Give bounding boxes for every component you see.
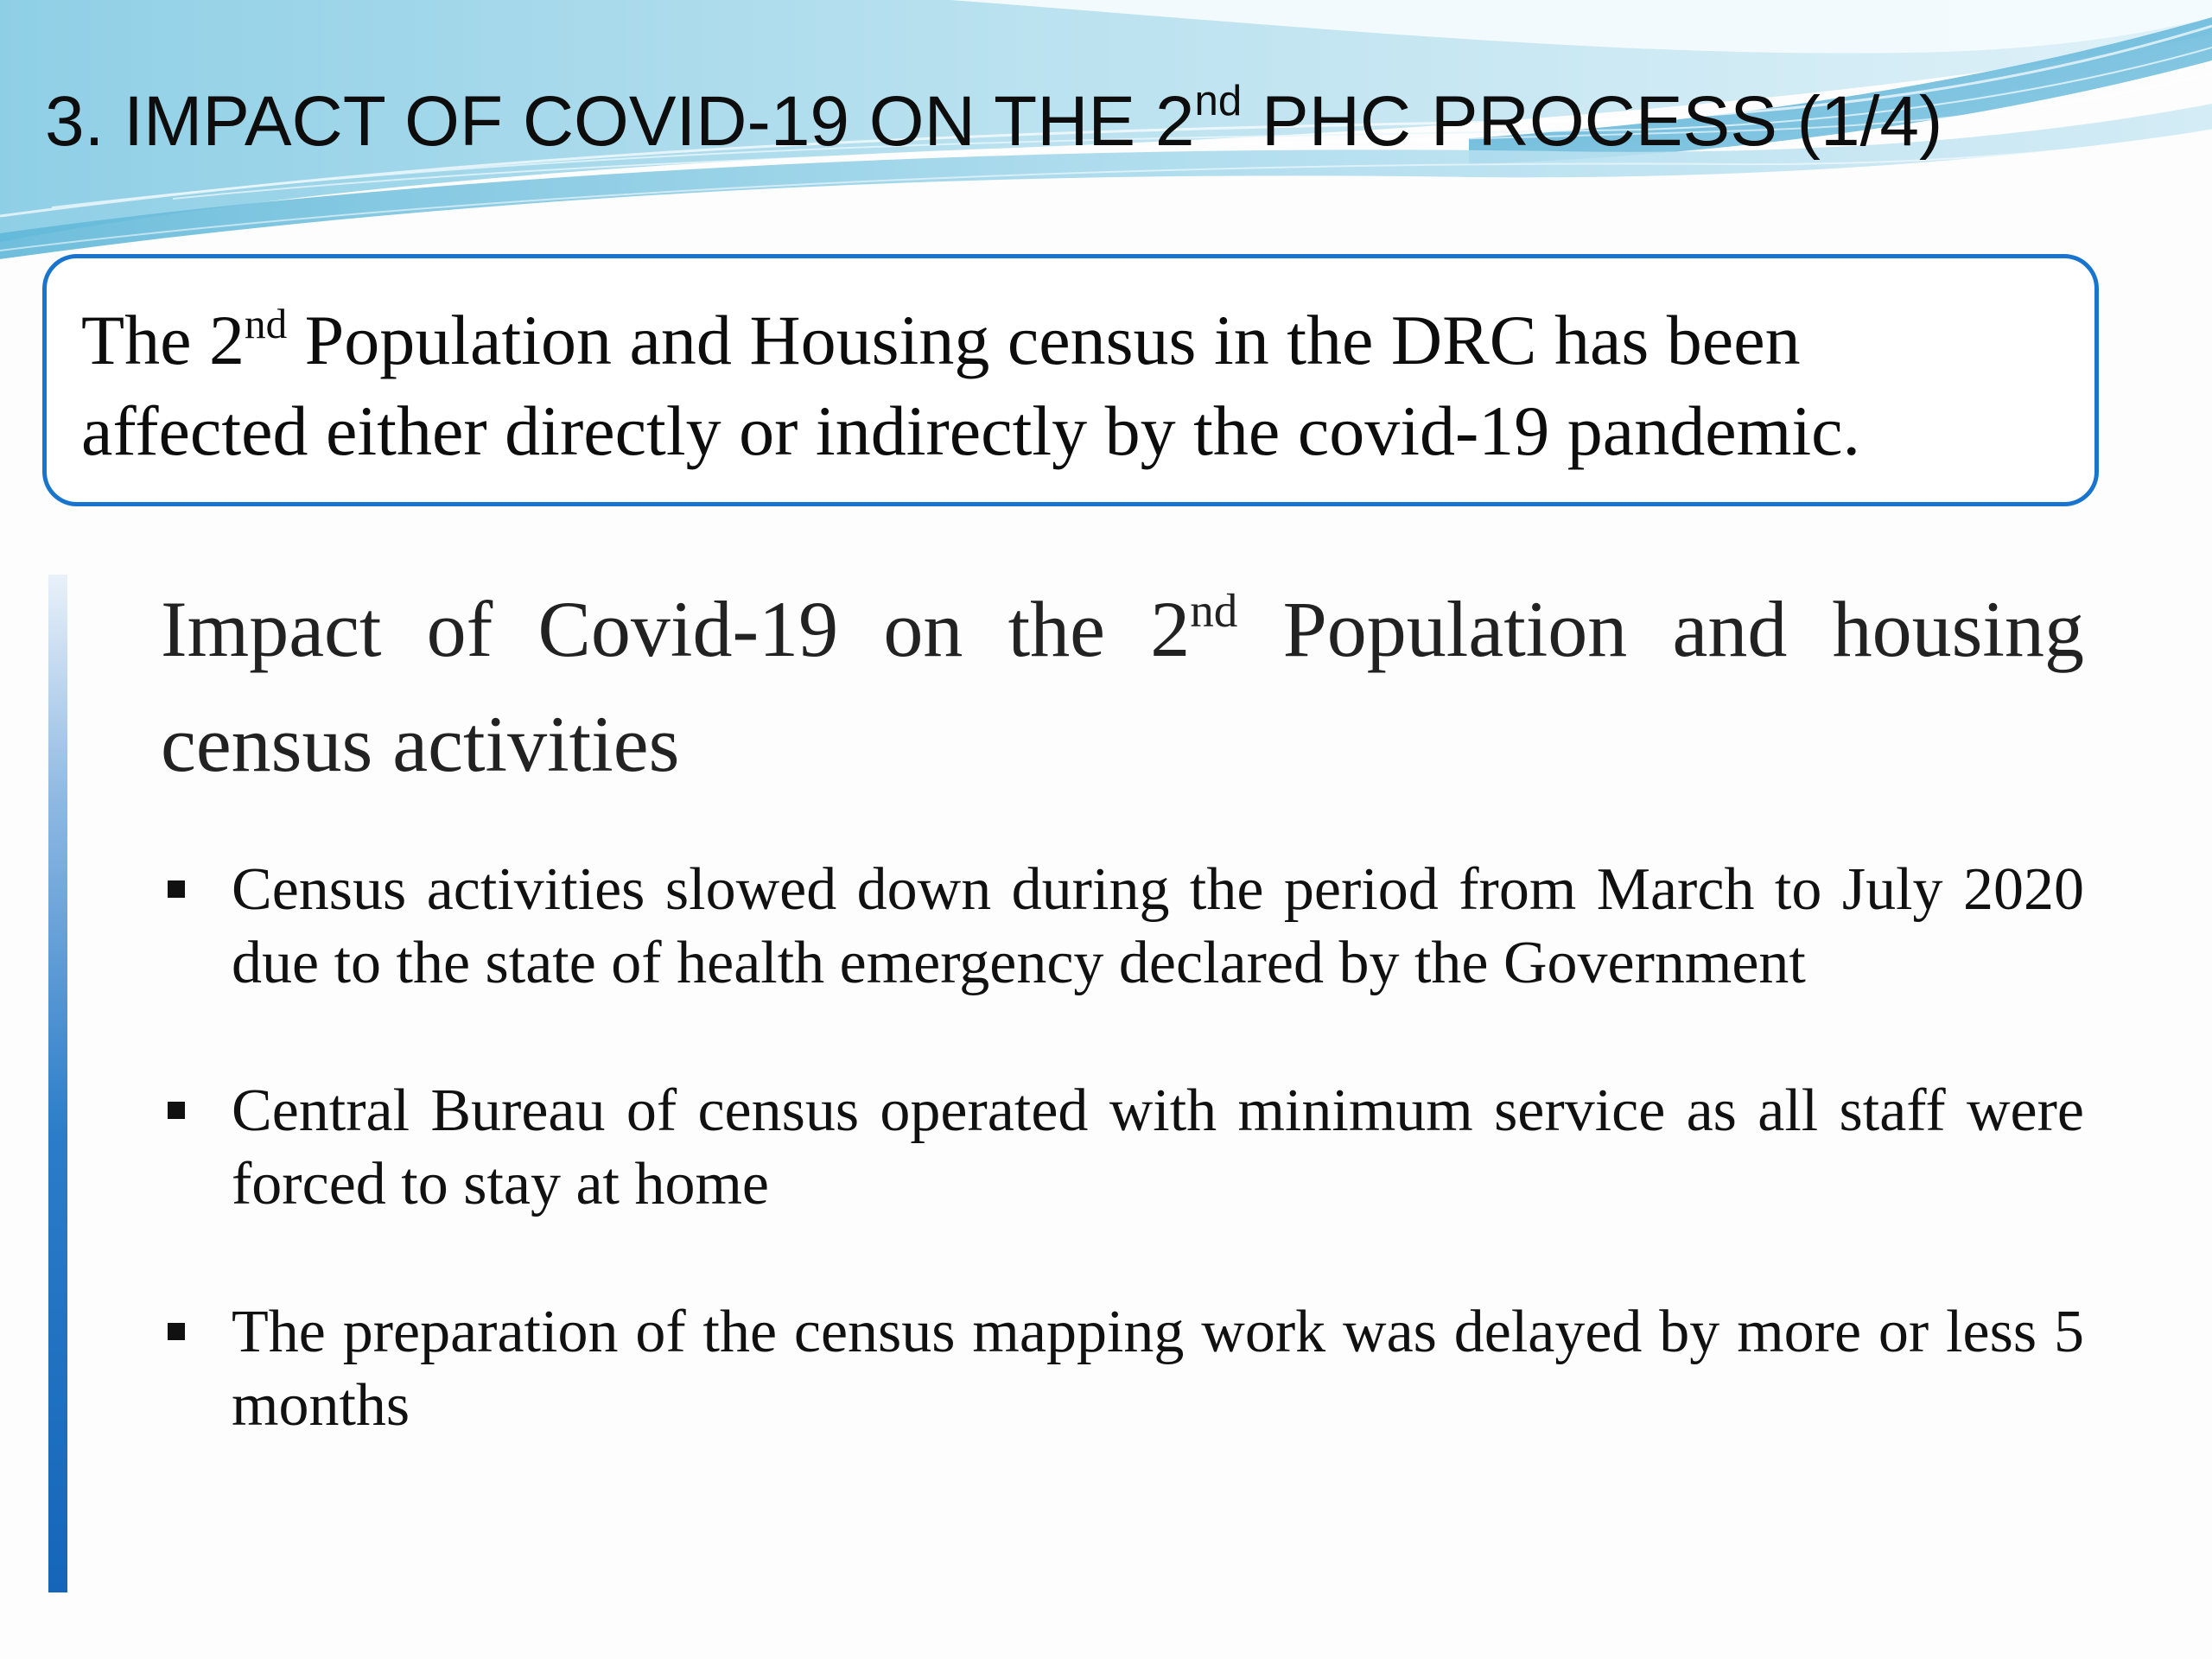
slide-title-text: 3. IMPACT OF COVID-19 ON THE 2 <box>45 82 1195 161</box>
bullet-text: The preparation of the census mapping work was delayed by more or less 5 months <box>232 1299 2084 1439</box>
content-area <box>161 577 2084 1516</box>
bullet-list <box>161 853 2084 1442</box>
square-bullet-icon <box>168 1323 185 1340</box>
left-accent-bar <box>48 575 67 1592</box>
callout-text: The 2 <box>81 301 245 379</box>
callout-superscript: nd <box>244 300 288 348</box>
section-subheading <box>161 577 2084 796</box>
list-item <box>161 1074 2084 1221</box>
square-bullet-icon <box>168 880 185 898</box>
summary-callout-box <box>42 254 2099 506</box>
callout-text-end: Population and Housing census in the DRC has been <box>287 301 1801 379</box>
bullet-text: Central Bureau of census operated with minimum service as all staff were forced to stay at home <box>232 1077 2084 1217</box>
subheading-text: Impact of Covid-19 on the 2 <box>161 585 1191 673</box>
subheading-text-end: Population and housing census activities <box>161 585 2084 788</box>
callout-line-2: affected either directly or indirectly by the covid-19 pandemic. <box>81 391 1861 470</box>
list-item <box>161 853 2084 1000</box>
bullet-text: Census activities slowed down during the period from March to July 2020 due to the state of health emergency declared by the Government <box>232 856 2084 996</box>
slide-title <box>45 76 1943 161</box>
subheading-superscript: nd <box>1190 583 1238 637</box>
callout-line-1 <box>81 300 2060 391</box>
square-bullet-icon <box>168 1102 185 1119</box>
slide-title-superscript: nd <box>1194 76 1243 124</box>
slide-title-text-end: PHC PROCESS (1/4) <box>1242 82 1943 161</box>
list-item <box>161 1295 2084 1442</box>
